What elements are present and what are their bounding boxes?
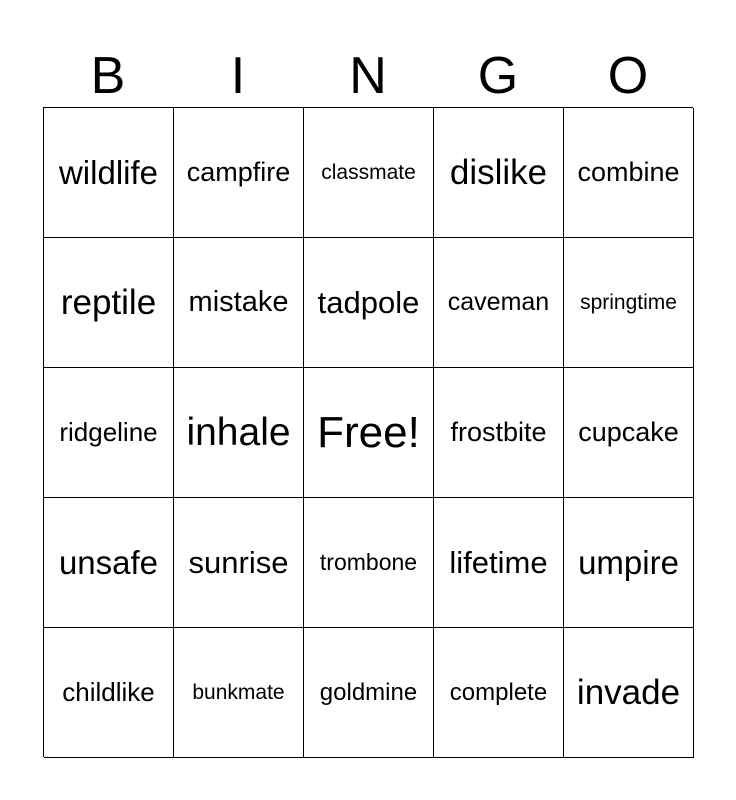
- bingo-cell: trombone: [304, 498, 434, 628]
- header-letter-i: I: [230, 47, 246, 105]
- bingo-cell: unsafe: [44, 498, 174, 628]
- header-letter-o: O: [607, 47, 649, 105]
- bingo-cell: cupcake: [564, 368, 694, 498]
- bingo-cell: inhale: [174, 368, 304, 498]
- bingo-cell: childlike: [44, 628, 174, 758]
- header-letter-b: B: [90, 47, 126, 105]
- bingo-cell: umpire: [564, 498, 694, 628]
- bingo-cell: frostbite: [434, 368, 564, 498]
- bingo-cell: lifetime: [434, 498, 564, 628]
- bingo-header: [43, 44, 693, 108]
- bingo-cell: reptile: [44, 238, 174, 368]
- bingo-cell: sunrise: [174, 498, 304, 628]
- free-space: Free!: [304, 368, 434, 498]
- bingo-cell: mistake: [174, 238, 304, 368]
- bingo-cell: ridgeline: [44, 368, 174, 498]
- bingo-cell: campfire: [174, 108, 304, 238]
- bingo-cell: classmate: [304, 108, 434, 238]
- bingo-cell: invade: [564, 628, 694, 758]
- header-letter-g: G: [477, 47, 519, 105]
- bingo-cell: complete: [434, 628, 564, 758]
- bingo-cell: tadpole: [304, 238, 434, 368]
- bingo-grid: [43, 107, 693, 757]
- bingo-cell: wildlife: [44, 108, 174, 238]
- bingo-cell: springtime: [564, 238, 694, 368]
- bingo-cell: dislike: [434, 108, 564, 238]
- bingo-cell: bunkmate: [174, 628, 304, 758]
- bingo-cell: caveman: [434, 238, 564, 368]
- header-letter-n: N: [349, 47, 387, 105]
- bingo-cell: combine: [564, 108, 694, 238]
- bingo-cell: goldmine: [304, 628, 434, 758]
